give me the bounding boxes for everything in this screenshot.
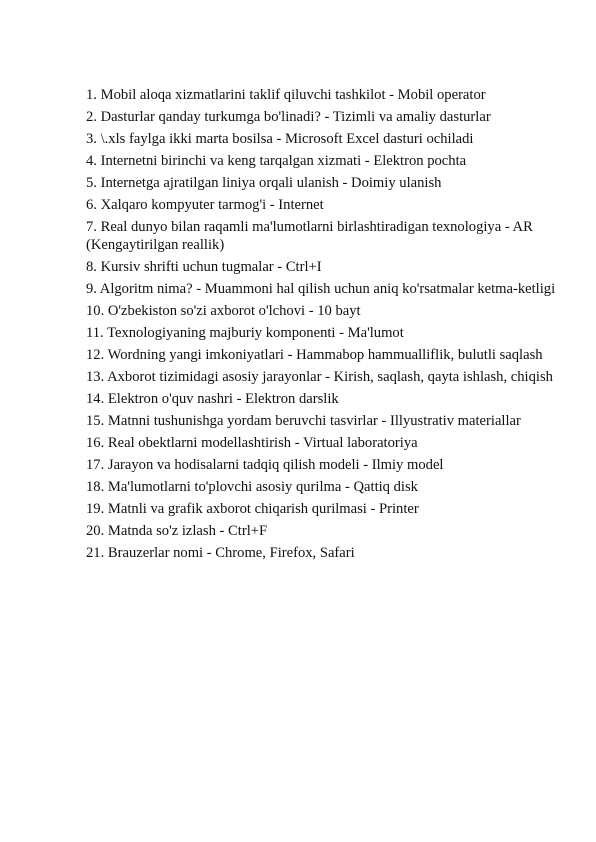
list-item: 2. Dasturlar qanday turkumga bo'linadi? - Tizimli va amaliy dasturlar (86, 109, 491, 125)
list-item: 8. Kursiv shrifti uchun tugmalar - Ctrl+I (86, 259, 322, 275)
list-item: 21. Brauzerlar nomi - Chrome, Firefox, Safari (86, 545, 355, 561)
list-item: 5. Internetga ajratilgan liniya orqali ulanish - Doimiy ulanish (86, 175, 442, 191)
list-item: 20. Matnda so'z izlash - Ctrl+F (86, 523, 268, 539)
list-item: 16. Real obektlarni modellashtirish - Virtual laboratoriya (86, 435, 418, 451)
list-item: 7. Real dunyo bilan raqamli ma'lumotlarni birlashtiradigan texnologiya - AR (Kengaytirilgan reallik) (86, 219, 533, 253)
list-item: 9. Algoritm nima? - Muammoni hal qilish uchun aniq ko'rsatmalar ketma-ketligi (86, 281, 556, 297)
list-item: 19. Matnli va grafik axborot chiqarish qurilmasi - Printer (86, 501, 419, 517)
list-item: 14. Elektron o'quv nashri - Elektron darslik (86, 391, 339, 407)
list-item: 18. Ma'lumotlarni to'plovchi asosiy qurilma - Qattiq disk (86, 479, 418, 495)
list-item: 3. \.xls faylga ikki marta bosilsa - Microsoft Excel dasturi ochiladi (86, 131, 474, 147)
list-item: 11. Texnologiyaning majburiy komponenti - Ma'lumot (86, 325, 404, 341)
list-item: 10. O'zbekiston so'zi axborot o'lchovi - 10 bayt (86, 303, 361, 319)
list-item: 12. Wordning yangi imkoniyatlari - Hammabop hammualliflik, bulutli saqlash (86, 347, 543, 363)
list-item: 6. Xalqaro kompyuter tarmog'i - Internet (86, 197, 324, 213)
list-item: 4. Internetni birinchi va keng tarqalgan xizmati - Elektron pochta (86, 153, 467, 169)
question-answer-list (86, 86, 556, 566)
list-item: 17. Jarayon va hodisalarni tadqiq qilish modeli - Ilmiy model (86, 457, 444, 473)
list-item: 1. Mobil aloqa xizmatlarini taklif qiluvchi tashkilot - Mobil operator (86, 87, 486, 103)
list-item: 13. Axborot tizimidagi asosiy jarayonlar - Kirish, saqlash, qayta ishlash, chiqish (86, 369, 553, 385)
list-item: 15. Matnni tushunishga yordam beruvchi tasvirlar - Illyustrativ materiallar (86, 413, 521, 429)
